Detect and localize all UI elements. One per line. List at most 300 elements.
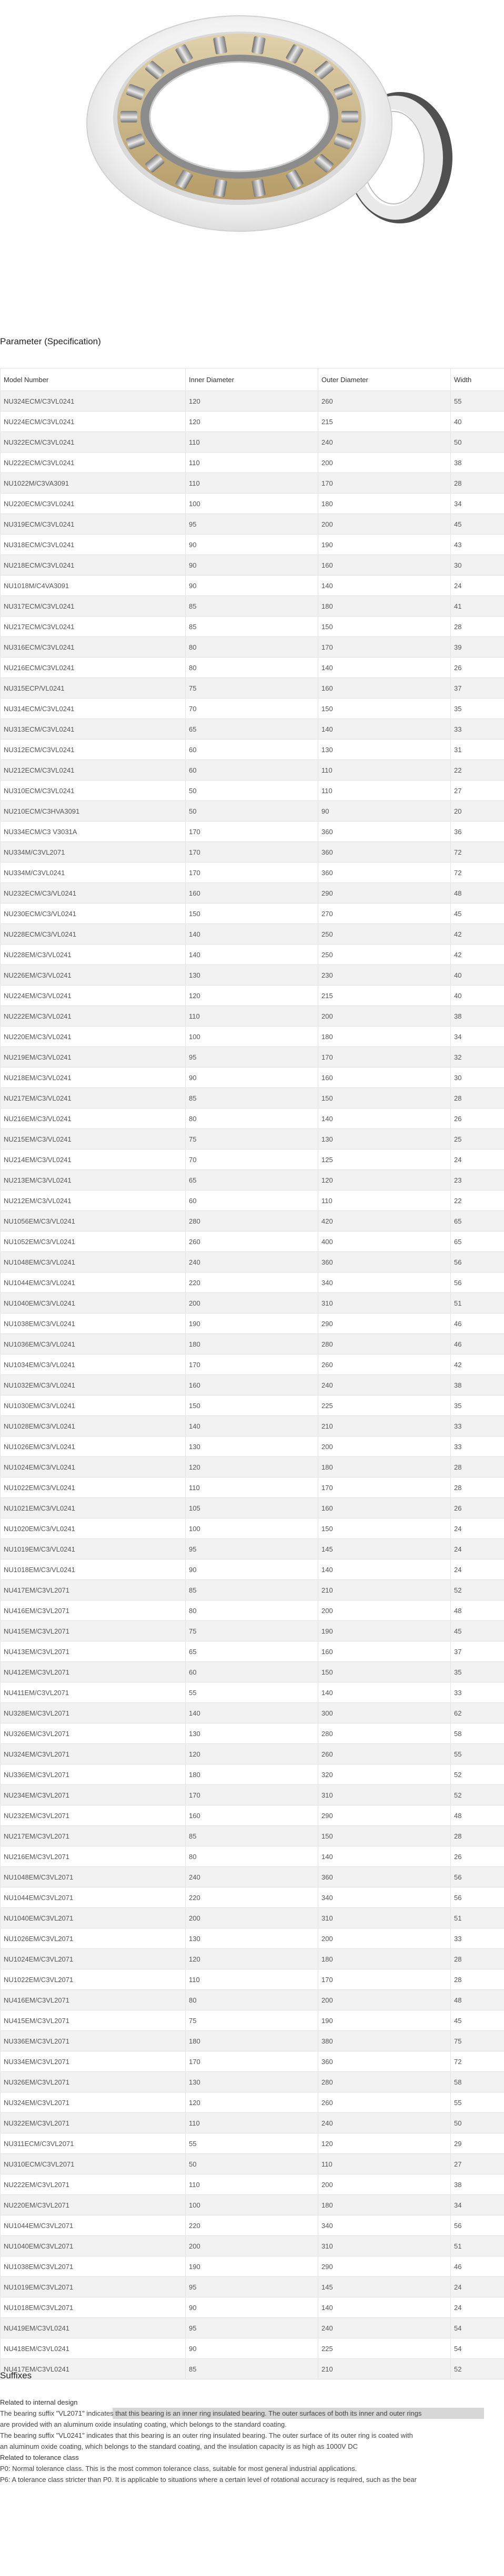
table-row [1, 2195, 504, 2215]
cell-outer-diameter: 200 [318, 1006, 451, 1027]
cell-inner-diameter: 95 [186, 2277, 318, 2297]
cell-model-number: NU334M/C3VL2071 [1, 842, 186, 863]
cell-model-number: NU1048EM/C3/VL0241 [1, 1252, 186, 1272]
cell-outer-diameter: 140 [318, 1682, 451, 1703]
table-row [1, 453, 504, 473]
cell-inner-diameter: 220 [186, 2215, 318, 2236]
cell-model-number: NU1018M/C4VA3091 [1, 576, 186, 596]
table-row [1, 699, 504, 719]
cell-model-number: NU224EM/C3/VL0241 [1, 986, 186, 1006]
cell-model-number: NU219EM/C3/VL0241 [1, 1047, 186, 1068]
cell-outer-diameter: 140 [318, 719, 451, 740]
cell-inner-diameter: 60 [186, 1662, 318, 1682]
cell-width: 46 [451, 1313, 504, 1334]
cell-outer-diameter: 170 [318, 1477, 451, 1498]
cell-inner-diameter: 80 [186, 658, 318, 678]
cell-inner-diameter: 170 [186, 1354, 318, 1375]
cell-model-number: NU1044EM/C3VL2071 [1, 2215, 186, 2236]
table-row [1, 1088, 504, 1109]
table-row [1, 412, 504, 432]
table-row [1, 391, 504, 412]
cell-inner-diameter: 150 [186, 1395, 318, 1416]
cell-model-number: NU313ECM/C3VL0241 [1, 719, 186, 740]
cell-model-number: NU217EM/C3/VL0241 [1, 1088, 186, 1109]
table-row [1, 781, 504, 801]
cell-outer-diameter: 190 [318, 1621, 451, 1641]
cell-model-number: NU1022M/C3VA3091 [1, 473, 186, 494]
cell-inner-diameter: 75 [186, 678, 318, 699]
cell-inner-diameter: 65 [186, 719, 318, 740]
cell-outer-diameter: 260 [318, 1354, 451, 1375]
cell-outer-diameter: 280 [318, 2072, 451, 2092]
cell-inner-diameter: 200 [186, 2236, 318, 2256]
cell-width: 58 [451, 1723, 504, 1744]
table-row [1, 842, 504, 863]
cell-width: 28 [451, 1477, 504, 1498]
cell-outer-diameter: 140 [318, 1846, 451, 1867]
cell-inner-diameter: 140 [186, 1703, 318, 1723]
table-row [1, 494, 504, 514]
table-row [1, 1559, 504, 1580]
table-row [1, 1928, 504, 1949]
cell-width: 22 [451, 760, 504, 781]
cell-width: 72 [451, 842, 504, 863]
cell-width: 48 [451, 1600, 504, 1621]
cell-width: 42 [451, 945, 504, 965]
cell-width: 34 [451, 1027, 504, 1047]
table-row [1, 1170, 504, 1190]
cell-width: 28 [451, 473, 504, 494]
cell-model-number: NU232ECM/C3/VL0241 [1, 883, 186, 904]
cell-width: 26 [451, 1109, 504, 1129]
table-header-row [1, 368, 504, 391]
cell-inner-diameter: 240 [186, 1867, 318, 1887]
cell-width: 28 [451, 617, 504, 637]
cell-width: 38 [451, 453, 504, 473]
cell-outer-diameter: 250 [318, 924, 451, 945]
cell-width: 24 [451, 576, 504, 596]
table-row [1, 2318, 504, 2338]
table-row [1, 1272, 504, 1293]
cell-outer-diameter: 215 [318, 986, 451, 1006]
table-row [1, 1846, 504, 1867]
cell-model-number: NU1018EM/C3/VL0241 [1, 1559, 186, 1580]
cell-inner-diameter: 85 [186, 1088, 318, 1109]
cell-model-number: NU1026EM/C3VL2071 [1, 1928, 186, 1949]
cell-outer-diameter: 140 [318, 1109, 451, 1129]
cell-width: 33 [451, 719, 504, 740]
cell-width: 33 [451, 1436, 504, 1457]
cell-width: 72 [451, 863, 504, 883]
cell-model-number: NU222EM/C3VL2071 [1, 2174, 186, 2195]
cell-inner-diameter: 200 [186, 1293, 318, 1313]
cell-width: 54 [451, 2338, 504, 2359]
cell-outer-diameter: 230 [318, 965, 451, 986]
cell-model-number: NU1040EM/C3VL2071 [1, 2236, 186, 2256]
table-row [1, 1723, 504, 1744]
table-row [1, 1785, 504, 1805]
cell-outer-diameter: 340 [318, 1272, 451, 1293]
tolerance-class-heading: Related to tolerance class [0, 2454, 79, 2461]
table-row [1, 1969, 504, 1990]
cell-inner-diameter: 180 [186, 1764, 318, 1785]
cell-model-number: NU224ECM/C3VL0241 [1, 412, 186, 432]
cell-outer-diameter: 200 [318, 453, 451, 473]
table-row [1, 1047, 504, 1068]
header-outer-diameter: Outer Diameter [318, 368, 451, 391]
table-row [1, 2051, 504, 2072]
cell-model-number: NU316ECM/C3VL0241 [1, 637, 186, 658]
vl0241-description-continued: an aluminum oxide coating, which belongs to the standard coating, and the insulation capacity is as high as 1000V DC [0, 2442, 358, 2450]
cell-model-number: NU220EM/C3/VL0241 [1, 1027, 186, 1047]
cell-inner-diameter: 190 [186, 2256, 318, 2277]
cell-inner-diameter: 260 [186, 1231, 318, 1252]
cell-outer-diameter: 280 [318, 1334, 451, 1354]
table-row [1, 678, 504, 699]
cell-width: 75 [451, 2031, 504, 2051]
table-body [1, 391, 504, 2379]
cell-inner-diameter: 130 [186, 2072, 318, 2092]
cell-inner-diameter: 170 [186, 1785, 318, 1805]
cell-model-number: NU1044EM/C3/VL0241 [1, 1272, 186, 1293]
cell-outer-diameter: 125 [318, 1150, 451, 1170]
cell-outer-diameter: 400 [318, 1231, 451, 1252]
table-row [1, 1334, 504, 1354]
cell-model-number: NU1040EM/C3VL2071 [1, 1908, 186, 1928]
cell-outer-diameter: 190 [318, 2010, 451, 2031]
cell-outer-diameter: 110 [318, 760, 451, 781]
cell-width: 33 [451, 1682, 504, 1703]
cell-width: 65 [451, 1211, 504, 1231]
cell-outer-diameter: 110 [318, 1190, 451, 1211]
cell-outer-diameter: 310 [318, 1785, 451, 1805]
cell-model-number: NU311ECM/C3VL2071 [1, 2133, 186, 2154]
cell-model-number: NU314ECM/C3VL0241 [1, 699, 186, 719]
table-row [1, 2297, 504, 2318]
cell-width: 52 [451, 1764, 504, 1785]
cell-width: 51 [451, 1908, 504, 1928]
table-row [1, 822, 504, 842]
cell-model-number: NU216EM/C3VL2071 [1, 1846, 186, 1867]
table-row [1, 2154, 504, 2174]
cell-model-number: NU220EM/C3VL2071 [1, 2195, 186, 2215]
suffix-notes [0, 2397, 504, 2485]
cell-width: 52 [451, 2359, 504, 2379]
cell-width: 56 [451, 1272, 504, 1293]
cell-outer-diameter: 200 [318, 1928, 451, 1949]
cell-outer-diameter: 200 [318, 1436, 451, 1457]
cell-width: 58 [451, 2072, 504, 2092]
cell-inner-diameter: 200 [186, 1908, 318, 1928]
table-row [1, 1703, 504, 1723]
cell-model-number: NU315ECP/VL0241 [1, 678, 186, 699]
cell-inner-diameter: 75 [186, 2010, 318, 2031]
cell-width: 62 [451, 1703, 504, 1723]
table-row [1, 1395, 504, 1416]
cell-model-number: NU413EM/C3VL2071 [1, 1641, 186, 1662]
table-row [1, 2072, 504, 2092]
cell-inner-diameter: 100 [186, 2195, 318, 2215]
table-row [1, 1518, 504, 1539]
cell-model-number: NU1030EM/C3/VL0241 [1, 1395, 186, 1416]
cell-outer-diameter: 150 [318, 617, 451, 637]
cell-width: 28 [451, 1949, 504, 1969]
table-row [1, 986, 504, 1006]
cell-width: 55 [451, 2092, 504, 2113]
specification-table-container [0, 368, 504, 2379]
cell-width: 33 [451, 1416, 504, 1436]
table-row [1, 2359, 504, 2379]
cell-model-number: NU1020EM/C3/VL0241 [1, 1518, 186, 1539]
cell-outer-diameter: 200 [318, 514, 451, 535]
cell-outer-diameter: 90 [318, 801, 451, 822]
cell-outer-diameter: 150 [318, 1518, 451, 1539]
cell-outer-diameter: 360 [318, 822, 451, 842]
cell-inner-diameter: 85 [186, 2359, 318, 2379]
cell-outer-diameter: 280 [318, 1723, 451, 1744]
table-row [1, 514, 504, 535]
cell-model-number: NU1038EM/C3/VL0241 [1, 1313, 186, 1334]
cell-model-number: NU218EM/C3/VL0241 [1, 1068, 186, 1088]
table-row [1, 596, 504, 617]
cell-model-number: NU417EM/C3VL2071 [1, 1580, 186, 1600]
cell-model-number: NU1019EM/C3VL2071 [1, 2277, 186, 2297]
cell-outer-diameter: 340 [318, 2215, 451, 2236]
table-row [1, 760, 504, 781]
cell-width: 26 [451, 1846, 504, 1867]
cell-model-number: NU218ECM/C3VL0241 [1, 555, 186, 576]
table-row [1, 2338, 504, 2359]
cell-model-number: NU1036EM/C3/VL0241 [1, 1334, 186, 1354]
cell-outer-diameter: 310 [318, 1908, 451, 1928]
cell-model-number: NU1048EM/C3VL2071 [1, 1867, 186, 1887]
cell-model-number: NU334M/C3VL0241 [1, 863, 186, 883]
cell-inner-diameter: 85 [186, 1580, 318, 1600]
cell-width: 51 [451, 2236, 504, 2256]
cell-outer-diameter: 320 [318, 1764, 451, 1785]
cell-model-number: NU1032EM/C3/VL0241 [1, 1375, 186, 1395]
cell-width: 24 [451, 2297, 504, 2318]
table-row [1, 658, 504, 678]
cell-width: 56 [451, 1252, 504, 1272]
cell-outer-diameter: 340 [318, 1887, 451, 1908]
cell-outer-diameter: 290 [318, 1805, 451, 1826]
cell-inner-diameter: 150 [186, 904, 318, 924]
table-row [1, 576, 504, 596]
table-row [1, 1457, 504, 1477]
cell-width: 26 [451, 658, 504, 678]
cell-inner-diameter: 55 [186, 1682, 318, 1703]
cell-outer-diameter: 160 [318, 555, 451, 576]
cell-model-number: NU317ECM/C3VL0241 [1, 596, 186, 617]
cell-width: 46 [451, 1334, 504, 1354]
cell-width: 28 [451, 1088, 504, 1109]
cell-outer-diameter: 225 [318, 2338, 451, 2359]
cell-width: 28 [451, 1826, 504, 1846]
cell-outer-diameter: 240 [318, 1375, 451, 1395]
cell-inner-diameter: 110 [186, 1477, 318, 1498]
table-row [1, 965, 504, 986]
cell-model-number: NU324EM/C3VL2071 [1, 1744, 186, 1764]
cell-width: 38 [451, 1006, 504, 1027]
cell-outer-diameter: 150 [318, 1826, 451, 1846]
table-row [1, 1600, 504, 1621]
cell-model-number: NU1019EM/C3/VL0241 [1, 1539, 186, 1559]
cell-width: 25 [451, 1129, 504, 1150]
table-row [1, 1805, 504, 1826]
table-row [1, 637, 504, 658]
internal-design-heading: Related to internal design [0, 2398, 78, 2406]
cell-inner-diameter: 110 [186, 2174, 318, 2195]
cell-model-number: NU334EM/C3VL2071 [1, 2051, 186, 2072]
cell-outer-diameter: 170 [318, 1969, 451, 1990]
cell-width: 34 [451, 494, 504, 514]
cell-outer-diameter: 360 [318, 863, 451, 883]
cell-inner-diameter: 120 [186, 391, 318, 412]
cell-model-number: NU1056EM/C3/VL0241 [1, 1211, 186, 1231]
cell-model-number: NU217ECM/C3VL0241 [1, 617, 186, 637]
cell-inner-diameter: 130 [186, 1928, 318, 1949]
cell-inner-diameter: 110 [186, 1006, 318, 1027]
cell-width: 24 [451, 1559, 504, 1580]
roller [120, 111, 137, 122]
cell-model-number: NU1028EM/C3/VL0241 [1, 1416, 186, 1436]
parameter-specification-heading: Parameter (Specification) [0, 336, 101, 346]
cell-inner-diameter: 50 [186, 801, 318, 822]
cell-model-number: NU1052EM/C3/VL0241 [1, 1231, 186, 1252]
cell-inner-diameter: 90 [186, 2297, 318, 2318]
cell-outer-diameter: 260 [318, 391, 451, 412]
cell-inner-diameter: 100 [186, 1518, 318, 1539]
cell-inner-diameter: 170 [186, 822, 318, 842]
cell-width: 48 [451, 1805, 504, 1826]
cell-model-number: NU322ECM/C3VL0241 [1, 432, 186, 453]
cell-model-number: NU415EM/C3VL2071 [1, 2010, 186, 2031]
cell-inner-diameter: 90 [186, 535, 318, 555]
cell-outer-diameter: 260 [318, 2092, 451, 2113]
cell-model-number: NU1022EM/C3VL2071 [1, 1969, 186, 1990]
cell-outer-diameter: 180 [318, 1457, 451, 1477]
cell-width: 39 [451, 637, 504, 658]
cell-model-number: NU210ECM/C3HVA3091 [1, 801, 186, 822]
cell-width: 72 [451, 2051, 504, 2072]
cell-inner-diameter: 90 [186, 576, 318, 596]
cell-model-number: NU419EM/C3VL0241 [1, 2318, 186, 2338]
table-row [1, 1313, 504, 1334]
cell-inner-diameter: 50 [186, 781, 318, 801]
cell-model-number: NU1044EM/C3VL2071 [1, 1887, 186, 1908]
cell-model-number: NU232EM/C3VL2071 [1, 1805, 186, 1826]
table-row [1, 1539, 504, 1559]
table-row [1, 1867, 504, 1887]
cell-model-number: NU324ECM/C3VL0241 [1, 391, 186, 412]
cell-model-number: NU212EM/C3/VL0241 [1, 1190, 186, 1211]
table-row [1, 1211, 504, 1231]
table-row [1, 1436, 504, 1457]
cell-width: 38 [451, 1375, 504, 1395]
cell-model-number: NU212ECM/C3VL0241 [1, 760, 186, 781]
table-row [1, 555, 504, 576]
cell-width: 45 [451, 2010, 504, 2031]
table-row [1, 1375, 504, 1395]
cell-inner-diameter: 140 [186, 924, 318, 945]
cell-model-number: NU216ECM/C3VL0241 [1, 658, 186, 678]
cell-inner-diameter: 120 [186, 412, 318, 432]
cell-width: 35 [451, 1662, 504, 1682]
cell-outer-diameter: 210 [318, 1580, 451, 1600]
cell-model-number: NU416EM/C3VL2071 [1, 1990, 186, 2010]
cell-model-number: NU334ECM/C3 V3031A [1, 822, 186, 842]
cell-model-number: NU1022EM/C3/VL0241 [1, 1477, 186, 1498]
cell-width: 20 [451, 801, 504, 822]
table-row [1, 1498, 504, 1518]
cell-inner-diameter: 70 [186, 699, 318, 719]
cell-model-number: NU1026EM/C3/VL0241 [1, 1436, 186, 1457]
cell-width: 52 [451, 1785, 504, 1805]
cell-inner-diameter: 90 [186, 555, 318, 576]
cell-inner-diameter: 80 [186, 1846, 318, 1867]
cell-inner-diameter: 80 [186, 1990, 318, 2010]
cell-inner-diameter: 140 [186, 1416, 318, 1436]
cell-inner-diameter: 85 [186, 596, 318, 617]
cell-model-number: NU215EM/C3/VL0241 [1, 1129, 186, 1150]
cell-model-number: NU322EM/C3VL2071 [1, 2113, 186, 2133]
cell-inner-diameter: 50 [186, 2154, 318, 2174]
cell-model-number: NU336EM/C3VL2071 [1, 2031, 186, 2051]
cell-outer-diameter: 240 [318, 432, 451, 453]
bearing-product-image [0, 0, 504, 247]
table-row [1, 535, 504, 555]
cell-inner-diameter: 100 [186, 494, 318, 514]
cell-outer-diameter: 160 [318, 1068, 451, 1088]
table-row [1, 863, 504, 883]
cell-inner-diameter: 280 [186, 1211, 318, 1231]
table-row [1, 1990, 504, 2010]
cell-inner-diameter: 130 [186, 965, 318, 986]
cell-width: 22 [451, 1190, 504, 1211]
cell-width: 35 [451, 1395, 504, 1416]
cell-model-number: NU222ECM/C3VL0241 [1, 453, 186, 473]
cell-width: 46 [451, 2256, 504, 2277]
cell-model-number: NU213EM/C3/VL0241 [1, 1170, 186, 1190]
cell-width: 40 [451, 412, 504, 432]
cell-model-number: NU319ECM/C3VL0241 [1, 514, 186, 535]
cell-outer-diameter: 160 [318, 1641, 451, 1662]
cell-inner-diameter: 110 [186, 473, 318, 494]
cell-inner-diameter: 80 [186, 1600, 318, 1621]
cell-inner-diameter: 180 [186, 1334, 318, 1354]
cell-outer-diameter: 110 [318, 2154, 451, 2174]
cell-outer-diameter: 300 [318, 1703, 451, 1723]
cell-inner-diameter: 75 [186, 1621, 318, 1641]
cell-width: 27 [451, 2154, 504, 2174]
cell-inner-diameter: 170 [186, 863, 318, 883]
table-row [1, 1068, 504, 1088]
cell-inner-diameter: 100 [186, 1027, 318, 1047]
cell-width: 26 [451, 1498, 504, 1518]
cell-inner-diameter: 60 [186, 760, 318, 781]
cell-outer-diameter: 160 [318, 678, 451, 699]
cell-inner-diameter: 70 [186, 1150, 318, 1170]
cell-width: 24 [451, 1518, 504, 1539]
cell-model-number: NU1021EM/C3/VL0241 [1, 1498, 186, 1518]
table-row [1, 2031, 504, 2051]
table-row [1, 904, 504, 924]
cell-model-number: NU310ECM/C3VL0241 [1, 781, 186, 801]
cell-outer-diameter: 140 [318, 1559, 451, 1580]
cell-inner-diameter: 190 [186, 1313, 318, 1334]
cell-outer-diameter: 145 [318, 1539, 451, 1559]
